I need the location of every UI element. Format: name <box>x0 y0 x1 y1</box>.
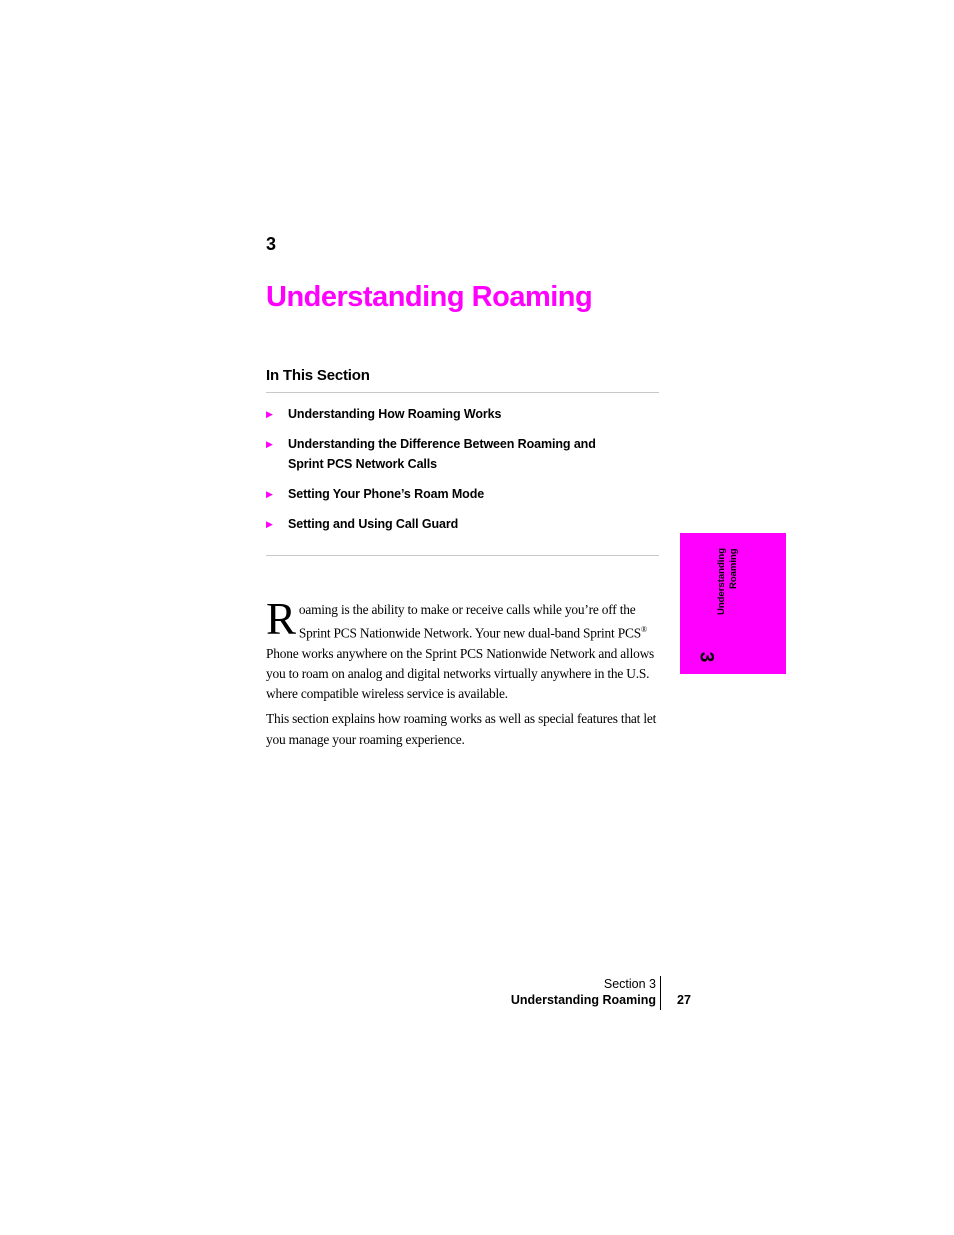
page-number: 27 <box>677 993 691 1007</box>
list-item-label-continued: Sprint PCS Network Calls <box>288 457 438 471</box>
list-item-label: Setting and Using Call Guard <box>288 517 459 531</box>
list-item <box>266 514 659 534</box>
side-tab-label: Understanding Roaming <box>716 548 739 616</box>
section-divider-top <box>266 392 659 393</box>
triangle-bullet-icon: ▶ <box>266 489 273 499</box>
list-item-label: Understanding the Difference Between Roaming and <box>288 437 596 451</box>
triangle-bullet-icon: ▶ <box>266 439 273 449</box>
section-divider-bottom <box>266 555 659 556</box>
list-item <box>266 404 659 424</box>
section-contents-list <box>266 404 659 544</box>
in-this-section-heading: In This Section <box>266 367 370 384</box>
page-footer <box>470 976 656 1008</box>
drop-cap: R <box>266 594 296 644</box>
list-item-label: Setting Your Phone’s Roam Mode <box>288 487 485 501</box>
footer-divider <box>660 976 661 1010</box>
page-title: Understanding Roaming <box>266 281 593 313</box>
list-item <box>266 434 659 474</box>
footer-chapter-title: Understanding Roaming <box>510 993 656 1007</box>
body-text <box>266 594 661 755</box>
registered-mark: ® <box>640 625 647 635</box>
triangle-bullet-icon: ▶ <box>266 409 273 419</box>
intro-text-part-1: oaming is the ability to make or receive calls while you’re off the Sprint PCS Nationwide Network. Your new dual-band Sprint PCS <box>298 602 641 641</box>
intro-text-part-2: Phone works anywhere on the Sprint PCS Nationwide Network and allows you to roam on analog and digital networks virtually anywhere in the U.S. where compatible wireless service is available. <box>266 645 655 702</box>
triangle-bullet-icon: ▶ <box>266 519 273 529</box>
intro-paragraph <box>266 594 661 704</box>
explanation-paragraph: This section explains how roaming works as well as special features that let you manage your roaming experience. <box>266 711 657 747</box>
chapter-number: 3 <box>266 234 277 254</box>
footer-section-label: Section 3 <box>603 977 656 991</box>
side-tab-number: 3 <box>695 651 717 663</box>
list-item <box>266 484 659 504</box>
list-item-label: Understanding How Roaming Works <box>288 407 502 421</box>
